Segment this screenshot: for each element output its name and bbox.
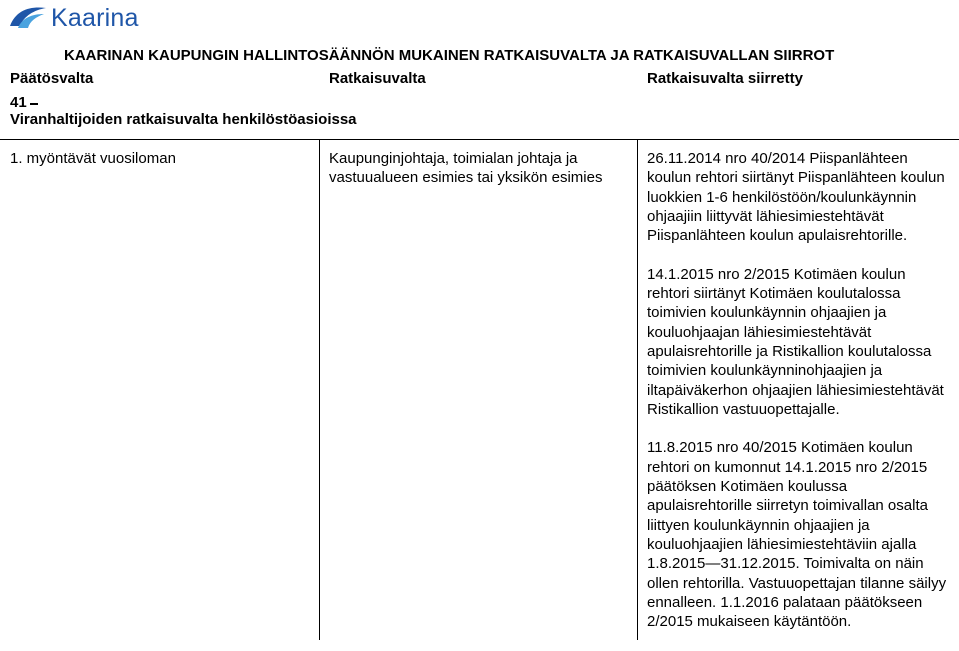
header-ratkaisuvalta-siirretty: Ratkaisuvalta siirretty [647, 70, 803, 87]
section-marker [30, 93, 38, 105]
logo-wordmark: Kaarina [51, 4, 139, 32]
section-number [10, 93, 38, 111]
column-divider [637, 140, 638, 640]
transfer-paragraph: 26.11.2014 nro 40/2014 Piispanlähteen koulun rehtori siirtänyt Piispanlähteen koulun luokkien 1-6 henkilöstöön/koulunkäynnin ohjaajiin liittyvät lähiesimiestehtävät Piispanlähteen koulun apulaisrehtorille. [647, 150, 945, 245]
section-title: Viranhaltijoiden ratkaisuvalta henkilöstöasioissa [10, 111, 357, 128]
transfer-paragraph: 14.1.2015 nro 2/2015 Kotimäen koulun rehtori siirtänyt Kotimäen koulutalossa toimivien koulunkäynnin ohjaajien ja kouluohjaajan lähiesimiestehtävät apulaisrehtorille ja Ristikallion koulutalossa toimivien koulunkäynninohjaajien ja iltapäiväkerhon ohjaajien lähiesimiestehtävät Ristikallion vastuuopettajalle. [647, 265, 944, 418]
section-number-text: 41 [10, 94, 27, 111]
decision-table [0, 139, 959, 631]
kaarina-logo-icon [8, 4, 48, 32]
document-title: KAARINAN KAUPUNGIN HALLINTOSÄÄNNÖN MUKAINEN RATKAISUVALTA JA RATKAISUVALLAN SIIRROT [64, 47, 835, 64]
transfer-paragraph: 11.8.2015 nro 40/2015 Kotimäen koulun rehtori on kumonnut 14.1.2015 nro 2/2015 päätöksen Kotimäen koulussa apulaisrehtorille siirretyn toimivallan osalta liittyen koulunkäynnin ohjaajien ja kouluohjaajien lähiesimiestehtäviin ajalla 1.8.2015—31.12.2015. Toimivalta on näin ollen rehtorilla. Vastuuopettajan tilanne säilyy ennalleen. 1.1.2016 palataan päätökseen 2/2015 mukaiseen käytäntöön. [647, 439, 947, 631]
header-paatosvalta: Päätösvalta [10, 70, 94, 87]
cell-ratkaisuvalta-siirretty [647, 149, 952, 651]
column-divider [319, 140, 320, 640]
cell-paatosvalta: 1. myöntävät vuosiloman [10, 150, 176, 167]
kaarina-logo [8, 3, 139, 33]
cell-ratkaisuvalta: Kaupunginjohtaja, toimialan johtaja ja vastuualueen esimies tai yksikön esimies [329, 150, 603, 187]
header-ratkaisuvalta: Ratkaisuvalta [329, 70, 426, 87]
